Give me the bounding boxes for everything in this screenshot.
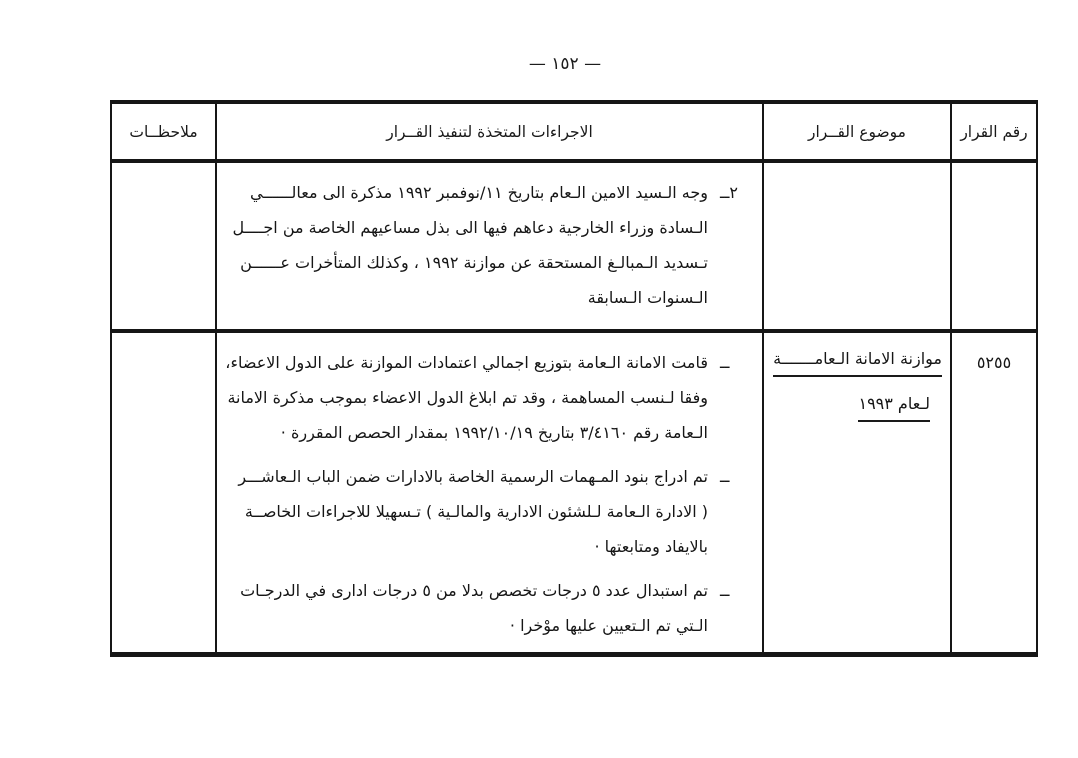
decision-subject-cell bbox=[763, 331, 951, 655]
page-number: — ١٥٢ — bbox=[528, 54, 602, 74]
procedure-item bbox=[225, 573, 754, 643]
column-header-procedures: الاجراءات المتخذة لتنفيذ القــرار bbox=[216, 102, 763, 161]
procedure-item-marker: ــ bbox=[720, 353, 730, 372]
decision-number-cell bbox=[951, 161, 1037, 331]
procedure-item-marker: ــ bbox=[720, 581, 730, 600]
decisions-table bbox=[110, 100, 1038, 657]
table-row bbox=[111, 331, 1037, 655]
procedure-text-line: ( الادارة الـعامة لـلشئون الادارية والمالـية ) تـسهيلا للاجراءات الخاصــة bbox=[244, 502, 708, 521]
procedure-text-line: قامت الامانة الـعامة بتوزيع اجمالي اعتمادات الموازنة على الدول الاعضاء، bbox=[225, 353, 708, 372]
procedure-text-line: تم ادراج بنود المـهمات الرسمية الخاصة بالادارات ضمن الباب الـعاشـــر bbox=[238, 467, 708, 486]
procedure-text-line: الـتي تم الـتعيين عليها موْخرا · bbox=[509, 616, 708, 635]
procedure-item-marker: ٢ــ bbox=[720, 183, 738, 202]
column-header-decision-subject: موضوع القــرار bbox=[763, 102, 951, 161]
procedures-cell bbox=[216, 331, 763, 655]
notes-cell bbox=[111, 161, 216, 331]
procedure-item bbox=[225, 175, 754, 315]
procedure-text-line: بالايفاد ومتابعتها · bbox=[594, 537, 708, 556]
procedure-text-line: تـسديد الـمبالـغ المستحقة عن موازنة ١٩٩٢ ، وكذلك المتأخرات عــــــن bbox=[240, 253, 708, 272]
table-header-row bbox=[111, 102, 1037, 161]
column-header-notes: ملاحظــات bbox=[111, 102, 216, 161]
column-header-decision-number: رقم القرار bbox=[951, 102, 1037, 161]
decision-subject-line: موازنة الامانة الـعامـــــــة bbox=[772, 349, 942, 377]
procedure-item bbox=[225, 345, 754, 450]
procedure-text-line: وجه الـسيد الامين الـعام بتاريخ ١١/نوفمبر ١٩٩٢ مذكرة الى معالــــــي bbox=[250, 183, 708, 202]
procedure-text-line: الـسادة وزراء الخارجية دعاهم فيها الى بذل مساعيهم الخاصة من اجــــل bbox=[232, 218, 708, 237]
procedure-text-line: الـعامة رقم ٣/٤١٦٠ بتاريخ ١٩٩٢/١٠/١٩ بمقدار الحصص المقررة · bbox=[280, 423, 708, 442]
procedures-cell bbox=[216, 161, 763, 331]
procedure-item bbox=[225, 459, 754, 564]
procedure-item-marker: ــ bbox=[720, 467, 730, 486]
procedure-text-line: وفقا لـنسب المساهمة ، وقد تم ابلاغ الدول الاعضاء بموجب مذكرة الامانة bbox=[227, 388, 708, 407]
decision-number-cell: ٥٢٥٥ bbox=[951, 331, 1037, 655]
notes-cell bbox=[111, 331, 216, 655]
decision-subject-line: لـعام ١٩٩٣ bbox=[772, 394, 942, 422]
decision-subject-cell bbox=[763, 161, 951, 331]
table-row bbox=[111, 161, 1037, 331]
procedure-text-line: تم استبدال عدد ٥ درجات تخصص بدلا من ٥ درجات ادارى في الدرجـات bbox=[240, 581, 708, 600]
procedure-text-line: الـسنوات الـسابقة bbox=[587, 288, 708, 307]
